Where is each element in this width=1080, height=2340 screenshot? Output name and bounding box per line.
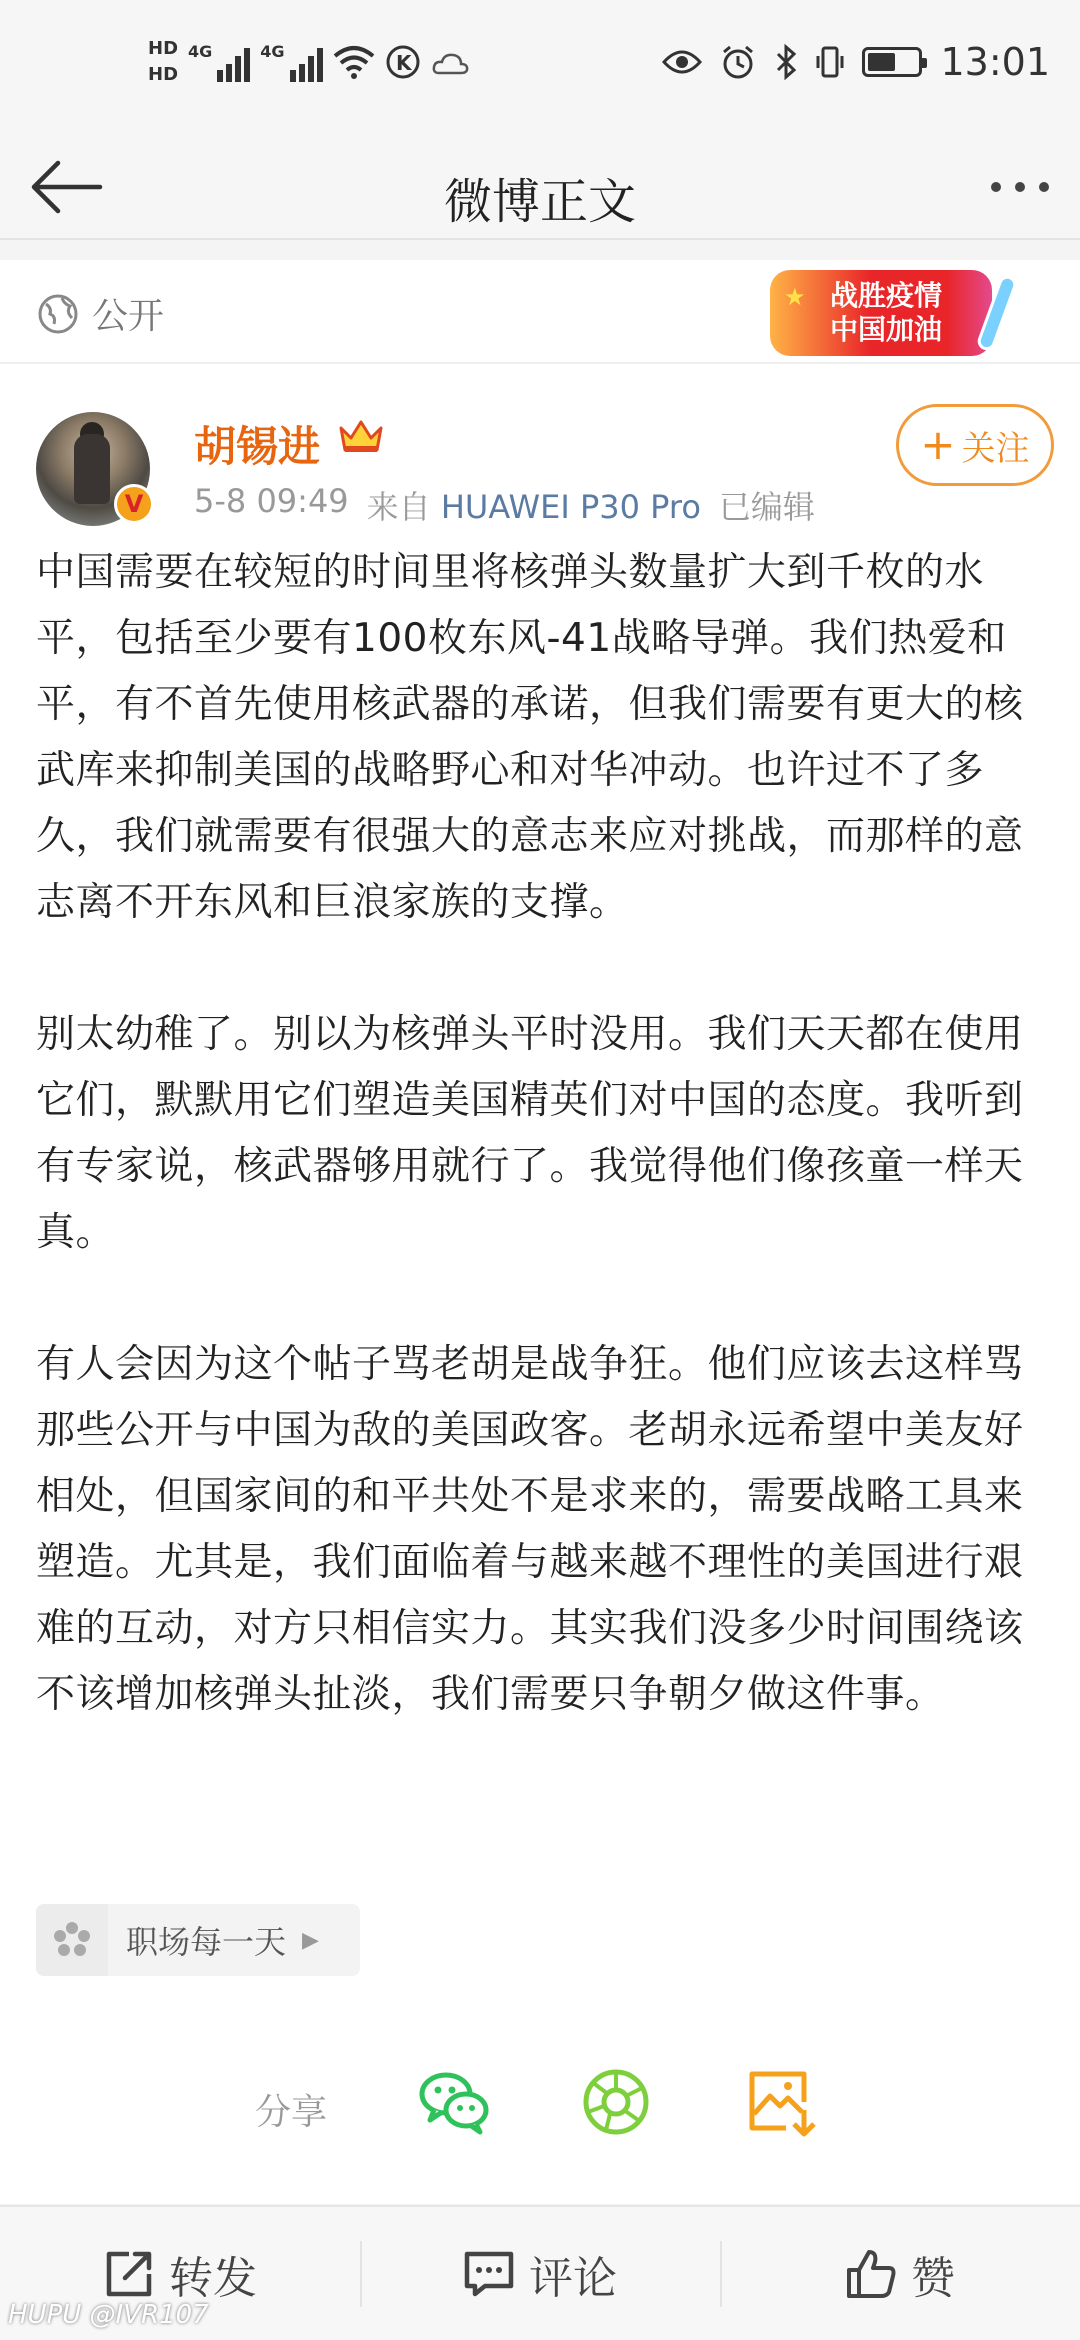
status-right [662, 40, 1050, 84]
star-icon: ★ [784, 283, 806, 311]
thumbs-up-icon [845, 2248, 897, 2300]
comment-button[interactable] [360, 2207, 720, 2340]
bluetooth-icon [774, 44, 798, 80]
watermark: HUPU @IVR107 [8, 2300, 209, 2330]
more-dot-icon [991, 182, 1001, 192]
like-button[interactable] [720, 2207, 1080, 2340]
battery-icon [862, 47, 922, 77]
comment-icon [463, 2248, 515, 2300]
status-left [148, 36, 471, 88]
author-name[interactable]: 胡锡进 [194, 422, 321, 471]
wifi-icon [333, 44, 375, 80]
eye-comfort-icon [662, 48, 702, 76]
nav-bar [0, 135, 1080, 240]
signal-1-icon [188, 42, 250, 82]
edited-label: 已编辑 [718, 488, 815, 526]
repost-label: 转发 [169, 2252, 257, 2304]
share-row [0, 2044, 1080, 2164]
hd1-label: HD [148, 38, 179, 59]
post-source-wrap [367, 482, 701, 528]
repost-icon [103, 2248, 155, 2300]
net2-label: 4G [260, 42, 285, 61]
status-time: 13:01 [940, 40, 1050, 84]
page-title: 微博正文 [443, 174, 636, 230]
hd2-label: HD [148, 64, 179, 85]
more-dot-icon [1039, 182, 1049, 192]
k-app-icon [385, 44, 421, 80]
alarm-icon [720, 44, 756, 80]
svg-text:K: K [395, 51, 412, 75]
promo-line2: 中国加油 [829, 313, 942, 346]
wechat-icon[interactable] [414, 2062, 494, 2142]
follow-label: 关注 [961, 428, 1030, 469]
plus-icon: + [920, 420, 956, 469]
follow-button[interactable] [896, 404, 1054, 486]
verified-v-icon: V [114, 484, 154, 524]
topic-label: 职场每一天 [126, 1923, 287, 1961]
avatar[interactable] [36, 412, 150, 526]
topic-tag[interactable] [36, 1904, 360, 1976]
promo-badge[interactable] [770, 270, 992, 356]
crown-icon [337, 416, 385, 456]
hd-indicator [148, 36, 178, 88]
more-options-button[interactable] [980, 157, 1060, 217]
topic-icon [36, 1904, 108, 1976]
post-paragraph: 中国需要在较短的时间里将核弹头数量扩大到千枚的水平，包括至少要有100枚东风-41战略导弹。我们热爱和平，有不首先使用核武器的承诺，但我们需要有更大的核武库来抑制美国的战略野心和对华冲动。也许过不了多久，我们就需要有很强大的意志来应对挑战，而那样的意志离不开东风和巨浪家族的支撑。 [36, 550, 1024, 925]
post-meta [194, 482, 815, 528]
weather-icon [431, 45, 471, 79]
net1-label: 4G [188, 42, 213, 61]
like-label: 赞 [911, 2252, 955, 2304]
test-tube-icon [975, 273, 1019, 352]
visibility-label: 公开 [92, 296, 165, 337]
battery-fill [868, 53, 894, 71]
promo-line1: 战胜疫情 [829, 279, 942, 312]
triangle-right-icon: ▶ [302, 1927, 319, 1953]
post-card [0, 364, 1080, 2204]
share-label: 分享 [255, 2092, 328, 2133]
from-label: 来自 [366, 488, 431, 526]
comment-label: 评论 [529, 2252, 617, 2304]
globe-icon [36, 292, 80, 336]
post-paragraph: 别太幼稚了。别以为核弹头平时没用。我们天天都在使用它们，默默用它们塑造美国精英们对中国的态度。我听到有专家说，核武器够用就行了。我觉得他们像孩童一样天真。 [36, 1012, 1024, 1255]
post-paragraph: 有人会因为这个帖子骂老胡是战争狂。他们应该去这样骂那些公开与中国为敌的美国政客。老胡永远希望中美友好相处，但国家间的和平共处不是求来的，需要战略工具来塑造。尤其是，我们面临着与越来越不理性的美国进行艰难的互动，对方只相信实力。其实我们没多少时间围绕该不该增加核弹头扯淡，我们需要只争朝夕做这件事。 [36, 1342, 1024, 1717]
vibrate-icon [816, 44, 844, 80]
post-source[interactable]: HUAWEI P30 Pro [440, 488, 701, 526]
visibility-indicator [36, 288, 164, 339]
post-body [36, 540, 1044, 1728]
signal-2-icon [260, 42, 322, 82]
visibility-row [0, 260, 1080, 364]
save-image-icon[interactable] [742, 2062, 822, 2142]
pinwheel-icon [52, 1920, 92, 1960]
moments-icon[interactable] [576, 2062, 656, 2142]
post-date: 5-8 09:49 [194, 482, 349, 520]
status-bar [0, 0, 1080, 135]
more-dot-icon [1015, 182, 1025, 192]
